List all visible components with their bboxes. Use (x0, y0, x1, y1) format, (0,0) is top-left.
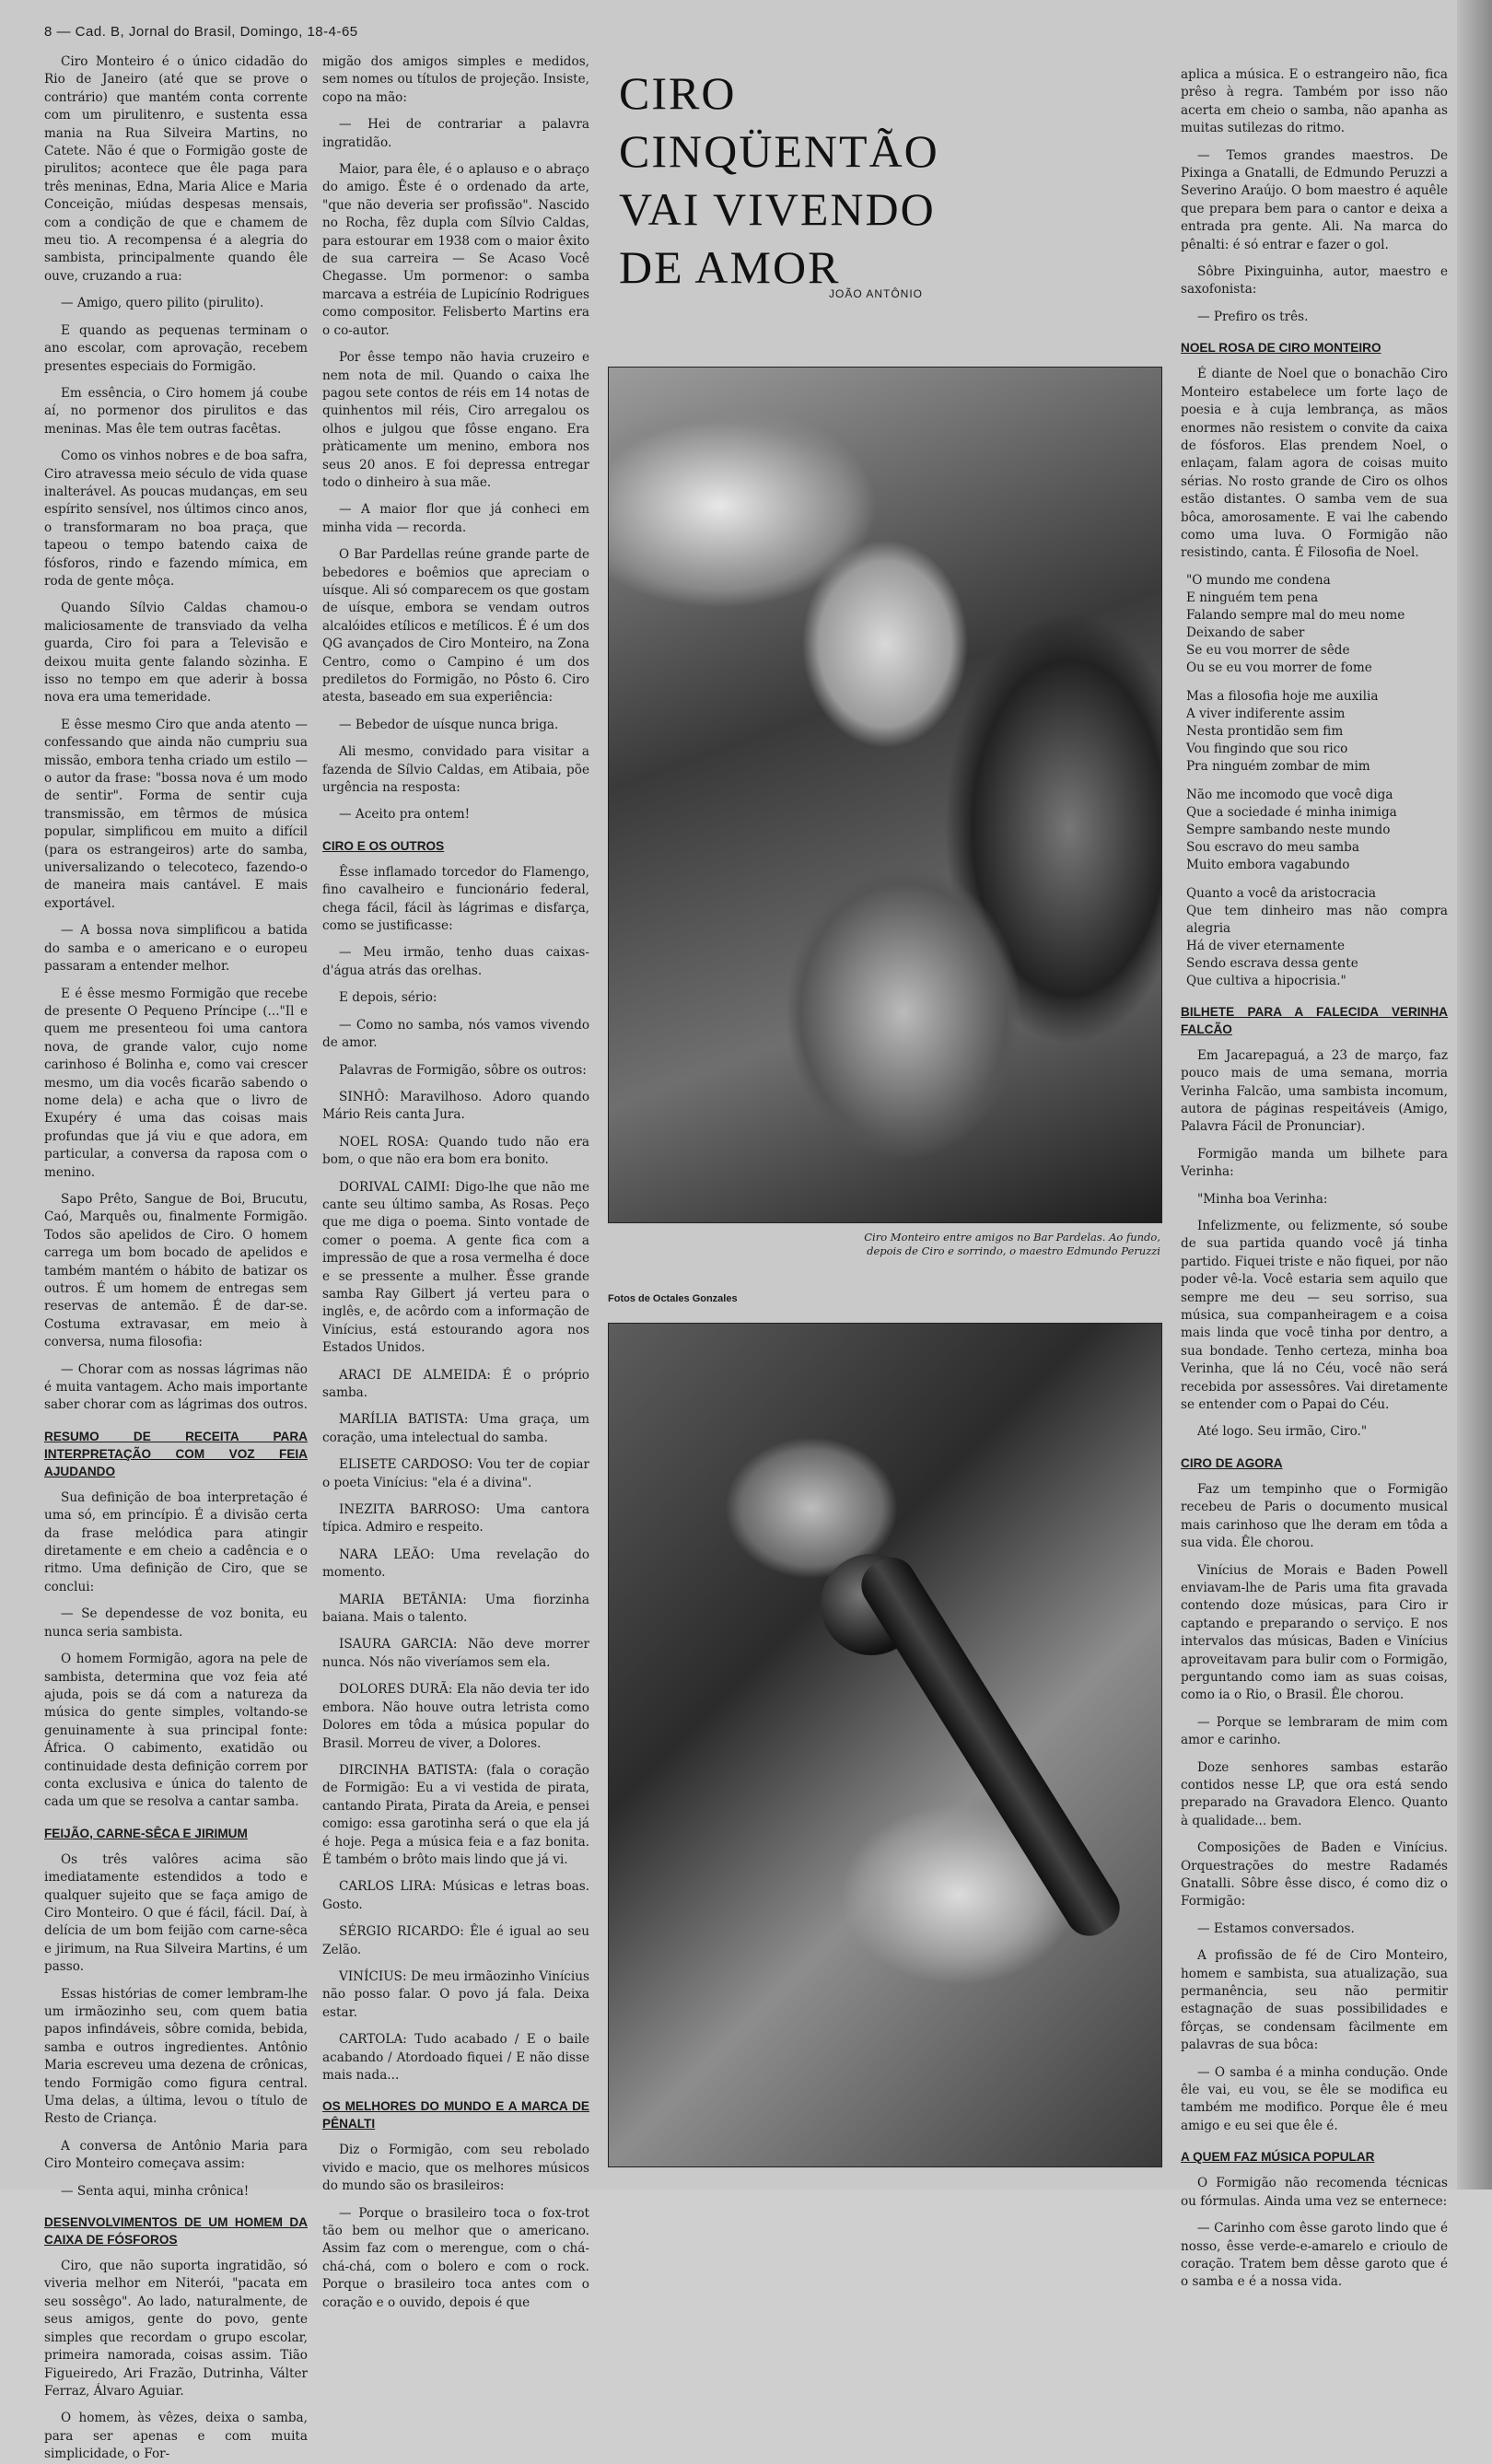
poem-line: Muito embora vagabundo (1186, 857, 1350, 872)
title-line: CINQÜENTÃO (619, 125, 939, 177)
photo-microphone (608, 1323, 1162, 2167)
paragraph: SINHÔ: Maravilhoso. Adoro quando Mário Reis canta Jura. (322, 1089, 589, 1123)
paragraph: NOEL ROSA: Quando tudo não era bom, o que não era bom era bonito. (322, 1134, 589, 1168)
poem-line: Que cultiva a hipocrisia." (1186, 973, 1346, 988)
paragraph: — Amigo, quero pilito (pirulito). (61, 296, 264, 311)
poem-line: Que tem dinheiro mas não compra alegria (1186, 903, 1448, 936)
paragraph: — A maior flor que já conheci em minha vida — recorda. (322, 502, 589, 535)
section-heading: NOEL ROSA DE CIRO MONTEIRO (1181, 341, 1381, 356)
microphone-body (853, 1548, 1129, 1944)
paragraph: O homem Formigão, agora na pele de sambista, determina que voz feia até ajuda, pois se dá com a natureza da música do gente simples, voltando-se genuinamente à sua principal fonte: África. O cabimento, exatidão ou continuidade desta definição correm por conta exclusiva e única do talento de cada um que se resolva a cantar samba. (44, 1652, 308, 1810)
paragraph: CARTOLA: Tudo acabado / E o baile acabando / Atordoado fiquei / E não disse mais nada... (322, 2032, 589, 2083)
paragraph: Vinícius de Morais e Baden Powell enviavam-lhe de Paris uma fita gravada contendo doze músicas, para Ciro ir captando e preparando o serviço. E nos intervalos das músicas, Baden e Vinícius aproveitavam para bulir com o Formigão, perguntando como iam as suas coisas, como ia o Rio, o Brasil. Êle chorou. (1181, 1562, 1448, 1703)
paragraph: — Como no samba, nós vamos vivendo de amor. (322, 1017, 589, 1051)
paragraph: — Porque se lembraram de mim com amor e carinho. (1181, 1714, 1448, 1748)
column-1 (44, 53, 308, 2462)
poem-line: Não me incomodo que você diga (1186, 787, 1393, 802)
poem-line: Pra ninguém zombar de mim (1186, 758, 1370, 774)
paragraph: ARACI DE ALMEIDA: É o próprio samba. (322, 1367, 589, 1400)
paragraph: E depois, sério: (339, 990, 437, 1006)
article-title (619, 64, 969, 297)
photo-bar-pardelas (608, 367, 1162, 1223)
paragraph: Quando Sílvio Caldas chamou-o maliciosamente de transviado da velha guarda, Ciro foi para a Televisão e deixou muita gente falando sòzinha. E isso no tempo em que aderir à bossa nova era uma temeridade. (44, 601, 308, 706)
poem-line: Mas a filosofia hoje me auxilia (1186, 688, 1379, 704)
paragraph: — Aceito pra ontem! (339, 807, 471, 823)
paragraph: — Prefiro os três. (1197, 309, 1309, 324)
paragraph: ELISETE CARDOSO: Vou ter de copiar o poeta Vinícius: "ela é a divina". (322, 1457, 589, 1490)
section-heading: CIRO E OS OUTROS (322, 838, 445, 853)
paragraph: Em essência, o Ciro homem já coube aí, no pormenor dos pirulitos e das meninas. Mas êle tem outras facêtas. (44, 385, 308, 437)
paragraph: — Porque o brasileiro toca o fox-trot tão bem ou melhor que o americano. Assim faz com o merengue, com o chá-chá-chá, com o bolero e com o rock. Porque o brasileiro toca antes com o coração e o ouvido, depois é que (322, 2205, 589, 2310)
paragraph: INEZITA BARROSO: Uma cantora típica. Admiro e respeito. (322, 1502, 589, 1536)
paragraph: DORIVAL CAIMI: Digo-lhe que não me cante seu último samba, As Rosas. Peço que me diga o poema. Sinto vontade de comer o poema. A gente fica com a impressão de que a rosa vermelha é doce e se pressente a mulher. Êsse grande samba Ray Gilbert já verteu para o inglês, e, de acôrdo com a informação de Vinícius, está estourando agora nos Estados Unidos. (322, 1179, 589, 1356)
paragraph: Ciro, que não suporta ingratidão, só viveria melhor em Niterói, "pacata em seu sossêgo". Ao lado, naturalmente, de seus amigos, gente do povo, gente simples que recordam o grupo escolar, primeira namorada, coisas assim. Tião Figueiredo, Ari Frazão, Dutrinha, Válter Ferraz, Álvaro Aguiar. (44, 2259, 308, 2399)
paragraph: Em Jacarepaguá, a 23 de março, faz pouco mais de uma semana, morria Verinha Falcão, uma sambista incomum, autora de páginas respeitáveis (Amigo, Palavra Fácil de Pronunciar). (1181, 1047, 1448, 1135)
paragraph: — O samba é a minha condução. Onde êle vai, eu vou, se êle se modifica eu também me modifico. Porque êle é meu amigo e eu sei que êle é. (1181, 2064, 1448, 2133)
section-heading: DESENVOLVIMENTOS DE UM HOMEM DA CAIXA DE FÓSFOROS (44, 2215, 308, 2248)
paragraph: Sôbre Pixinguinha, autor, maestro e saxofonista: (1181, 264, 1448, 298)
paragraph: ISAURA GARCIA: Não deve morrer nunca. Nós não viveríamos sem ela. (322, 1637, 589, 1670)
paragraph: MARIA BETÂNIA: Uma fiorzinha baiana. Mais o talento. (322, 1592, 589, 1626)
paragraph: Maior, para êle, é o aplauso e o abraço do amigo. Êste é o ordenado da arte, "que não deveria ser profissão". Nascido no Rocha, fêz dupla com Sílvio Caldas, para estourar em 1938 com o maior êxito de sua carreira — Se Acaso Você Chegasse. Um pormenor: o samba marcava a estréia de Lupicínio Rodrigues como compositor. Felisberto Martins era o co-autor. (322, 162, 589, 338)
section-heading: A QUEM FAZ MÚSICA POPULAR (1181, 2150, 1375, 2165)
poem-line: Sempre sambando neste mundo (1186, 822, 1391, 837)
paragraph: Sua definição de boa interpretação é uma só, em princípio. É a divisão certa da frase melódica para atingir diretamente e em cheio a cadência e o ritmo. Uma definição de Ciro, que se conclui: (44, 1489, 308, 1594)
poem-line: Nesta prontidão sem fim (1186, 723, 1344, 739)
page-header: 8 — Cad. B, Jornal do Brasil, Domingo, 18-4-65 (44, 24, 358, 40)
poem-line: E ninguém tem pena (1186, 590, 1319, 605)
paragraph: CARLOS LIRA: Músicas e letras boas. Gosto. (322, 1879, 589, 1912)
section-heading: CIRO DE AGORA (1181, 1455, 1283, 1470)
poem-line: Falando sempre mal do meu nome (1186, 607, 1405, 623)
poem-line: Deixando de saber (1186, 625, 1305, 640)
paragraph: Composições de Baden e Vinícius. Orquestrações do mestre Radamés Gnatalli. Sôbre êsse disco, é como diz o Formigão: (1181, 1840, 1448, 1909)
paragraph: "Minha boa Verinha: (1197, 1191, 1328, 1207)
paragraph: Formigão manda um bilhete para Verinha: (1181, 1146, 1448, 1180)
paragraph: E quando as pequenas terminam o ano escolar, com aprovação, recebem presentes especiais do Formigão. (44, 322, 308, 374)
paragraph: O Formigão não recomenda técnicas ou fórmulas. Ainda uma vez se enternece: (1181, 2176, 1448, 2209)
paragraph: aplica a música. E o estrangeiro não, fica prêso à regra. Também por isso não acerta em cheio o samba, não apanha as muitas sutilezas do ritmo. (1181, 67, 1448, 136)
poem-line: Quanto a você da aristocracia (1186, 885, 1376, 901)
poem-line: Ou se eu vou morrer de fome (1186, 660, 1372, 675)
paragraph: Os três valôres acima são imediatamente estendidos a todo e qualquer sujeito que se faça amigo de Ciro Monteiro. O que é fácil, fácil. Daí, à delícia de um bom feijão com carne-sêca e jirimum, na Rua Silveira Martins, é um passo. (44, 1851, 308, 1975)
paragraph: Por êsse tempo não havia cruzeiro e nem nota de mil. Quando o caixa lhe pagou sete contos de réis em 14 notas de quinhentos mil réis, Ciro arregalou os olhos e julgou que fôsse engano. Era pràticamente um menino, embora nos seus 20 anos. E foi depressa entregar todo o dinheiro à sua mãe. (322, 350, 589, 490)
title-line: VAI VIVENDO (619, 183, 936, 235)
section-heading: OS MELHORES DO MUNDO E A MARCA DE PÊNALTI (322, 2099, 589, 2131)
column-2 (322, 53, 589, 2310)
paragraph: — Carinho com êsse garoto lindo que é nosso, êsse verde-e-amarelo e crioulo de coração. Tratem bem dêsse garoto que é o samba e é a nossa vida. (1181, 2221, 1448, 2290)
paragraph: — Chorar com as nossas lágrimas não é muita vantagem. Acho mais importante saber chorar com as lágrimas dos outros. (44, 1361, 308, 1413)
paragraph: Infelizmente, ou felizmente, só soube de sua partida quando você já tinha partido. Fiquei triste e não fiquei, por não poder vê-la. Você estaria sem aquilo que sempre me deu — seu sorriso, sua música, sua companheiragem e a coisa mais linda que você tinha por dentro, a sua bondade. Tenho certeza, minha boa Verinha, que lá no Céu, você não será recebida por assessôres. Vai diretamente se entender com o Papai do Céu. (1181, 1219, 1448, 1413)
paragraph: — Estamos conversados. (1197, 1921, 1355, 1936)
column-4 (1181, 66, 1448, 2290)
paragraph: Ciro Monteiro é o único cidadão do Rio de Janeiro (até que se prove o contrário) que mantém conta corrente com um pirulitenro, e sustenta essa mania na Rua Silveira Martins, no Catete. Não é que o Formigão goste de pirulitos; acontece que êle paga para três meninas, Edna, Maria Alice e Maria Conceição, miúdas despesas mensais, com a condição de que e chamem de meu tio. A recompensa é a alegria do sambista, principalmente quando êle ouve, cruzando a rua: (44, 54, 308, 284)
paragraph: Ali mesmo, convidado para visitar a fazenda de Sílvio Caldas, em Atibaia, põe urgência na resposta: (322, 744, 589, 796)
paragraph: DIRCINHA BATISTA: (fala o coração de Formigão: Eu a vi vestida de pirata, cantando Pirata, Pirata da Areia, e pensei comigo: essa garotinha será o que ela já é hoje. Pega a música feia e a faz bonita. É também o brôto mais lindo que já vi. (322, 1762, 589, 1867)
paragraph: — A bossa nova simplificou a batida do samba e o americano e o europeu passaram a entender melhor. (44, 923, 308, 975)
poem-line: Sou escravo do meu samba (1186, 839, 1359, 855)
paragraph: Diz o Formigão, com seu rebolado vivido e macio, que os melhores músicos do mundo são os brasileiros: (322, 2143, 589, 2194)
poem-line: Vou fingindo que sou rico (1186, 741, 1348, 756)
poem-line: Há de viver eternamente (1186, 938, 1346, 953)
paragraph: A conversa de Antônio Maria para Ciro Monteiro começava assim: (44, 2138, 308, 2172)
paragraph: — Hei de contrariar a palavra ingratidão. (322, 117, 589, 150)
paragraph: — Senta aqui, minha crônica! (61, 2183, 250, 2199)
paragraph: A profissão de fé de Ciro Monteiro, homem e sambista, sua atualização, sua permanência, seu não permitir estagnação de suas possibilidades e fôrças, se condensam fàcilmente em palavras de sua bôca: (1181, 1948, 1448, 2053)
poem-stanza (1186, 572, 1448, 990)
paragraph: Palavras de Formigão, sôbre os outros: (339, 1062, 587, 1078)
paragraph: — Meu irmão, tenho duas caixas-d'água atrás das orelhas. (322, 945, 589, 978)
title-line: CIRO (619, 67, 737, 119)
paragraph: DOLORES DURÃ: Ela não devia ter ido embora. Não houve outra letrista como Dolores em tôda a música popular do Brasil. Morreu de viver, a Dolores. (322, 1682, 589, 1751)
paragraph: SÉRGIO RICARDO: Êle é igual ao seu Zelão. (322, 1924, 589, 1957)
paragraph: O Bar Pardellas reúne grande parte de bebedores e boêmios que apreciam o uísque. Ali só comparecem os que gostam de uísque, embora se vendam outros alcalóides etílicos e metílicos. É é um dos QG avançados de Ciro Monteiro, na Zona Centro, como o Campino é um dos prediletos do Formigão, no Pôsto 6. Ciro atesta, baseado em sua experiência: (322, 547, 589, 706)
paragraph: Doze senhores sambas estarão contidos nesse LP, que ora está sendo preparado na Gravadora Elenco. Quanto à qualidade... bem. (1181, 1759, 1448, 1828)
title-line: DE AMOR (619, 241, 841, 293)
poem-line: Sendo escrava dessa gente (1186, 955, 1358, 971)
photo-credit: Fotos de Octales Gonzales (608, 1293, 738, 1304)
section-heading: BILHETE PARA A FALECIDA VERINHA FALCÃO (1181, 1004, 1448, 1036)
paragraph: Faz um tempinho que o Formigão recebeu de Paris o documento musical mais carinhoso que lhe deram em tôda a sua vida. Êle chorou. (1181, 1481, 1448, 1551)
paragraph: E é êsse mesmo Formigão que recebe de presente O Pequeno Príncipe (..."Il e quem me presenteou foi uma cantora nova, de grande valor, cujo nome carinhoso é Bolinha e, como vai crescer mesmo, um dia vocês ficarão sabendo o nome dela) e acha que o livro de Exupéry é uma das coisas mais profundas que já viu e que adora, em particular, a conversa da raposa com o menino. (44, 986, 308, 1180)
paragraph: Como os vinhos nobres e de boa safra, Ciro atravessa meio século de vida quase inalterável. As poucas mudanças, em seu espírito sensível, nos últimos cinco anos, o transformaram no boa praça, que tapeou o tempo batendo caixa de fósforos, rindo e fazendo mímica, em roda de gente môça. (44, 449, 308, 589)
photo-caption: Ciro Monteiro entre amigos no Bar Pardelas. Ao fundo, depois de Ciro e sorrindo, o maestro Edmundo Peruzzi (864, 1231, 1160, 1257)
paragraph: — Bebedor de uísque nunca briga. (339, 717, 559, 732)
paragraph: — Se dependesse de voz bonita, eu nunca seria sambista. (44, 1606, 308, 1640)
paragraph: migão dos amigos simples e medidos, sem nomes ou títulos de projeção. Insiste, copo na mão: (322, 54, 589, 105)
paragraph: NARA LEÃO: Uma revelação do momento. (322, 1547, 589, 1581)
poem-line: A viver indiferente assim (1186, 706, 1346, 721)
poem-line: "O mundo me condena (1186, 572, 1331, 588)
paragraph: VINÍCIUS: De meu irmãozinho Vinícius não posso falar. O povo já fala. Deixa estar. (322, 1968, 589, 2020)
paragraph: Essas histórias de comer lembram-lhe um irmãozinho seu, com quem batia papos infindáveis, sôbre comida, bebida, samba e outros ingredientes. Antônio Maria escreveu uma dezena de crônicas, tendo Formigão como figura central. Uma delas, a última, levou o título de Resto de Criança. (44, 1986, 308, 2127)
paragraph: MARÍLIA BATISTA: Uma graça, um coração, uma intelectual do samba. (322, 1412, 589, 1445)
section-heading: FEIJÃO, CARNE-SÊCA E JIRIMUM (44, 1826, 248, 1840)
paragraph: Sapo Prêto, Sangue de Boi, Brucutu, Caó, Marquês ou, finalmente Formigão. Todos são apelidos de Ciro. O homem carrega um bom bocado de apelidos e também mantém o hábito de batizar os outros. É um homem de entregas sem reservas de antemão. É de dar-se. Costuma extravasar, em meio à conversa, numa filosofia: (44, 1191, 308, 1350)
paragraph: Até logo. Seu irmão, Ciro." (1197, 1424, 1368, 1440)
paragraph: É diante de Noel que o bonachão Ciro Monteiro estabelece um forte laço de poesia e à cuja lembrança, as mãos enormes não resistem o convite da caixa de fósforos. Elas prendem Noel, o enlaçam, falam agora de coisas muito sérias. No rosto grande de Ciro os olhos estão distantes. O samba vem de sua bôca, amorosamente. E vai lhe cabendo como uma luva. O Formigão não resistindo, canta. É Filosofia de Noel. (1181, 367, 1448, 561)
scan-edge (1457, 0, 1492, 2190)
poem-line: Se eu vou morrer de sêde (1186, 642, 1350, 658)
paragraph: O homem, às vêzes, deixa o samba, para ser apenas e com muita simplicidade, o For- (44, 2411, 308, 2462)
poem-line: Que a sociedade é minha inimiga (1186, 804, 1397, 820)
section-heading: RESUMO DE RECEITA PARA INTERPRETAÇÃO COM VOZ FEIA AJUDANDO (44, 1429, 308, 1478)
paragraph: Êsse inflamado torcedor do Flamengo, fino cavalheiro e funcionário federal, chega fácil, fácil às lágrimas e disfarça, como se justificasse: (322, 864, 589, 934)
paragraph: E êsse mesmo Ciro que anda atento — confessando que ainda não cumpriu sua missão, embora tenha criado um estilo — o autor da frase: "bossa nova é um modo de sentir". Forma de sentir cuja transmissão, em têrmos de música popular, simplificou em muito a difícil (para os estrangeiros) arte do samba, universalizando o telecoteco, fazendo-o de maneira mais cantável. E mais exportável. (44, 717, 308, 911)
byline: JOÃO ANTÔNIO (829, 287, 924, 300)
paragraph: — Temos grandes maestros. De Pixinga a Gnatalli, de Edmundo Peruzzi a Severino Araújo. O bom maestro é aquêle que prepara bem para o cantor e deixa a entrada pra gente. Ali. Na marca do pênalti: é só entrar e fazer o gol. (1181, 147, 1448, 252)
